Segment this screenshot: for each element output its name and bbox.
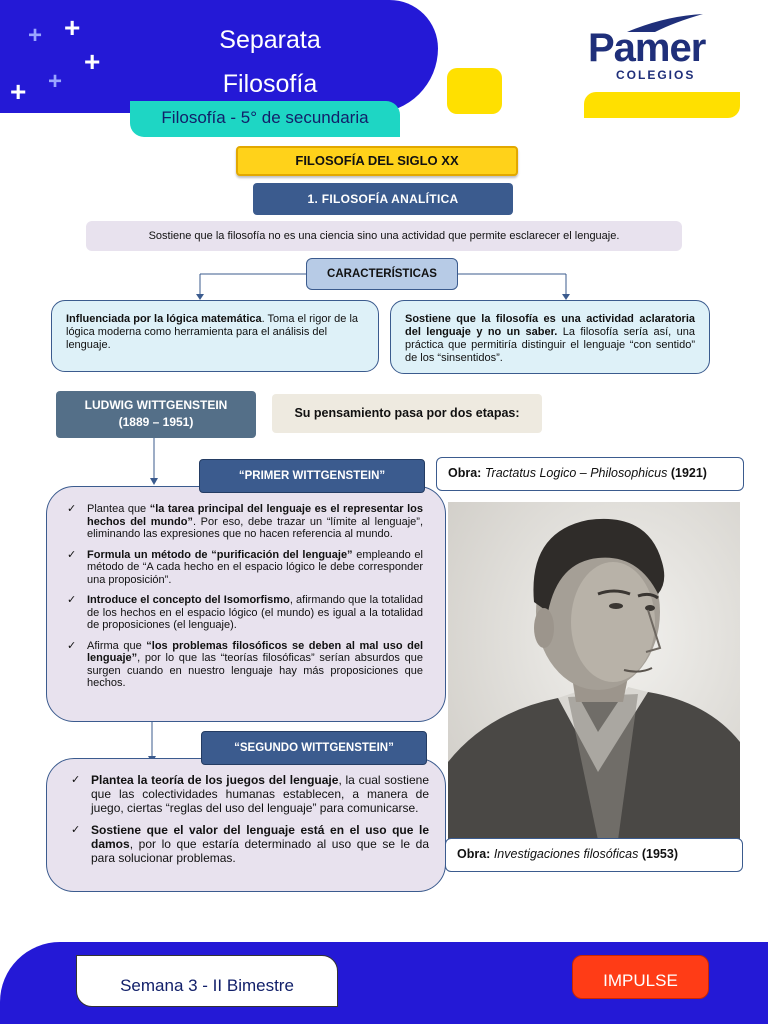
characteristic-card-left (51, 300, 379, 372)
item-bold: Introduce el concepto del Isomorfismo (87, 594, 290, 606)
item-bold: “la tarea principal del lenguaje es el representar los hechos del mundo” (87, 503, 423, 528)
work-year: (1921) (670, 466, 707, 480)
list-item (65, 503, 423, 541)
item-post: , la cual sostiene que las colectividades humanas establecen, a manera de juego, ciertas “reglas del uso del lenguaje” para comunicarse. (91, 773, 429, 815)
section-subtitle: 1. FILOSOFÍA ANALÍTICA (253, 183, 513, 215)
work-year: (1953) (641, 847, 678, 861)
item-pre: Afirma que (87, 639, 147, 652)
second-stage-panel (46, 758, 446, 892)
logo-name: Pamer (588, 26, 706, 70)
card-left-text: . Toma el rigor de la lógica moderna como herramienta para el análisis del lenguaje. (66, 313, 359, 351)
item-post: , afirmando que la totalidad de los hechos en el espacio lógico (el mundo) es igual a la totalidad de proposiciones (el lenguaje). (87, 594, 424, 631)
work-prefix: Obra: (448, 466, 482, 480)
item-post: empleando el método de “A cada hecho en el espacio lógico le debe corresponder una proposición”. (87, 548, 423, 586)
card-left-bold: Influenciada por la lógica matemática (66, 313, 262, 325)
author-name: LUDWIG WITTGENSTEIN (84, 398, 228, 412)
connector-arrow (146, 438, 162, 486)
decorative-square (447, 68, 502, 114)
week-label: Semana 3 - II Bimestre (76, 955, 338, 1007)
section-title: FILOSOFÍA DEL SIGLO XX (236, 146, 518, 176)
first-stage-list (65, 503, 423, 698)
item-pre: Plantea que (87, 503, 150, 515)
item-bold: Formula un método de “purificación del lenguaje” (87, 548, 353, 561)
author-years: (1889 – 1951) (118, 415, 194, 429)
subject-tag: Filosofía - 5° de secundaria (130, 101, 400, 137)
list-item (65, 640, 423, 690)
item-bold: Plantea la teoría de los juegos del lenguaje (91, 773, 339, 787)
list-item (65, 594, 423, 632)
title-line-1: Separata (219, 26, 321, 54)
author-box (56, 391, 256, 438)
item-bold: “los problemas filosóficos se deben al mal uso del lenguaje” (87, 639, 423, 664)
second-stage-label: “SEGUNDO WITTGENSTEIN” (201, 731, 427, 765)
list-item (65, 549, 423, 587)
second-work (445, 838, 743, 872)
list-item (69, 823, 429, 865)
card-right-text: La filosofía sería así, una práctica que permitiría distinguir el lenguaje “con sentido” de los “sinsentidos”. (405, 326, 695, 364)
stages-note: Su pensamiento pasa por dos etapas: (272, 394, 542, 433)
first-stage-label: “PRIMER WITTGENSTEIN” (199, 459, 425, 493)
second-stage-list (69, 773, 429, 873)
item-post: , por lo que las “teorías filosóficas” serían absurdos que surgen cuando en nuestro lenguaje hay más proposiciones que hechos. (87, 652, 423, 689)
plus-icon: + (48, 68, 63, 95)
work-title: Tractatus Logico – Philosophicus (484, 466, 668, 480)
plus-icon: + (10, 76, 27, 107)
work-prefix: Obra: (457, 847, 491, 861)
characteristic-card-right (390, 300, 710, 374)
decorative-bar (584, 92, 740, 118)
characteristics-label: CARACTERÍSTICAS (306, 258, 458, 290)
portrait-photo (448, 502, 740, 840)
first-work (436, 457, 744, 491)
title-line-2: Filosofía (222, 70, 318, 98)
plus-icon: + (28, 22, 43, 49)
page-title (150, 18, 390, 106)
plus-icon: + (84, 46, 101, 77)
item-post: . Por eso, debe trazar un “límite al lenguaje”, eliminando las expresiones que no hacen referencia al mundo. (87, 515, 423, 540)
plus-icon: + (64, 12, 81, 43)
logo-subtitle: COLEGIOS (616, 68, 696, 82)
work-title: Investigaciones filosóficas (493, 847, 639, 861)
intro-text: Sostiene que la filosofía no es una ciencia sino una actividad que permite esclarecer el lenguaje. (86, 221, 682, 251)
first-stage-panel (46, 486, 446, 722)
item-bold: Sostiene que el valor del lenguaje está en el uso que le damos (91, 823, 429, 851)
impulse-badge: IMPULSE (572, 955, 709, 999)
item-post: , por lo que estaría determinado al uso que se le da para solucionar problemas. (91, 837, 429, 865)
list-item (69, 773, 429, 815)
card-right-bold: Sostiene que la filosofía es una actividad aclaratoria del lenguaje y no un saber. (405, 313, 695, 338)
